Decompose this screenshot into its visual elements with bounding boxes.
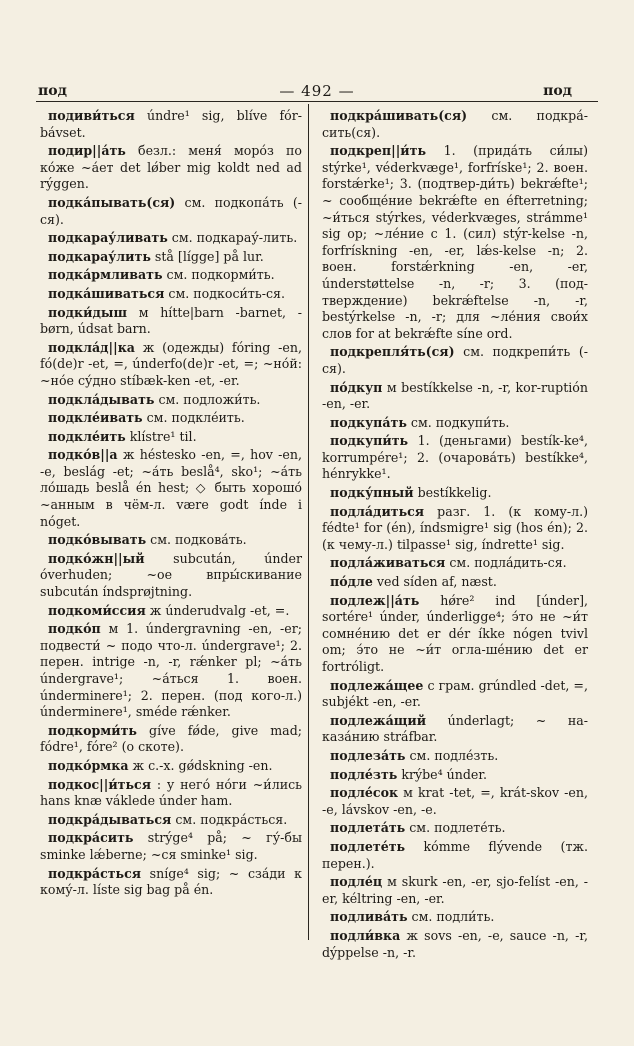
headword: подкра́сться [48,865,142,881]
definition: м bestíkkelse -n, -r, kor-ruptión -en, -er. [322,379,588,412]
definition: м skurk -en, -er, sjo-felíst -en, -er, kéltring -en, -er. [322,874,588,906]
dictionary-entry [322,380,588,413]
left-column [40,108,302,901]
definition: klístre¹ til. [129,428,197,444]
dictionary-entry [40,603,302,620]
definition: см. подкарау́-лить. [171,230,298,246]
headword: подкоми́ссия [48,602,146,618]
headword: подки́дыш [48,304,127,320]
dictionary-entry [40,410,302,427]
headword: подкарау́ливать [48,230,168,246]
dictionary-entry [40,305,302,338]
headword: подкос||и́ться [48,776,152,792]
headword: подкреп||и́ть [330,143,426,159]
definition: см. подкле́ить. [146,410,245,426]
right-column [322,108,588,963]
definition: м krat -tet, =, krát-skov -en, -e, lávskov -en, -e. [322,785,588,817]
definition: sníge⁴ sig; ~ сза́ди к кому́-л. líste sig bag på én. [40,865,302,898]
headword: подле́ц [330,874,383,890]
dictionary-entry [40,108,302,141]
headword: подко́рмка [48,757,129,773]
headword: подкра́дываться [48,811,172,827]
headword: подлеза́ть [330,747,406,763]
definition: krýbe⁴ únder. [401,766,488,782]
definition: subcután, únder óverhuden; ~ое впры́скивание subcután índsprøjtning. [40,550,302,600]
headword: подлежа́щий [330,712,427,728]
headword: подку́пный [330,485,414,501]
definition: м 1. úndergravning -en, -er; подвести́ ~ подо что-л. úndergrave¹; 2. перен. intrige -n, -r, rǽnker pl; ~а́ть úndergrave¹; ~а́ться 1. воен. únderminere¹; 2. перен. (под кого-л.) únderminere¹, sméde rǽnker. [40,621,302,720]
definition: ж sovs -en, -e, sauce -n, -r, dýppelse -n, -r. [322,927,588,960]
headword: подко́в||а [48,447,118,463]
headword: подка́пывать(ся) [48,194,176,210]
dictionary-entry [322,767,588,784]
headword: подкла́дывать [48,391,155,407]
definition: см. подкоси́ть-ся. [168,285,285,301]
headword: подлета́ть [330,820,406,836]
headword: подли́вка [330,927,401,943]
headword: подкрепля́ть(ся) [330,344,455,360]
dictionary-entry [40,340,302,390]
headword: подкорми́ть [48,722,137,738]
definition: gíve fǿde, give mad; fódre¹, fóre² (о скоте). [40,722,302,755]
definition: см. подкорми́ть. [166,267,275,283]
definition: : у него́ но́ги ~и́лись hans knæ váklede únder ham. [40,776,302,809]
dictionary-entry [40,249,302,266]
headword: подлете́ть [330,838,406,854]
dictionary-entry [40,812,302,829]
headword: подиви́ться [48,108,135,123]
headword: подка́шиваться [48,285,165,301]
dictionary-entry [322,344,588,377]
dictionary-entry [40,195,302,228]
dictionary-entry [322,713,588,746]
definition: ved síden af, næst. [376,574,497,590]
headword: подир||а́ть [48,143,126,159]
dictionary-entry [322,909,588,926]
definition: см. подкопа́ть (-ся). [40,194,302,227]
dictionary-entry [322,415,588,432]
definition: см. подкупи́ть. [410,414,510,430]
dictionary-entry [40,230,302,247]
dictionary-entry [322,108,588,141]
dictionary-entry [40,777,302,810]
running-head-right: под [543,83,572,99]
dictionary-entry [40,447,302,530]
dictionary-entry [322,555,588,572]
dictionary-entry [40,830,302,863]
definition: см. подкрепи́ть (-ся). [322,344,588,376]
definition: ж únderudvalg -et, =. [149,602,290,618]
headword: подко́жн||ый [48,550,145,566]
dictionary-entry [322,143,588,342]
column-divider [308,104,309,940]
definition: разг. 1. (к кому-л.) fédte¹ for (én), índsmigre¹ sig (hos én); 2. (к чему-л.) tilpasse¹ sig, índrette¹ sig. [322,503,588,552]
dictionary-entry [322,485,588,502]
headword: подкле́ивать [48,410,143,426]
dictionary-entry [322,678,588,711]
dictionary-entry [40,392,302,409]
dictionary-entry [322,574,588,591]
dictionary-entry [40,532,302,549]
headword: подко́вывать [48,532,147,548]
definition: bestíkkelig. [417,485,492,501]
definition: úndre¹ sig, blíve fór-bávset. [40,108,302,140]
dictionary-entry [40,143,302,193]
definition: см. подложи́ть. [158,391,261,407]
definition: см. подле́зть. [409,747,499,763]
headword: подка́рмливать [48,267,163,283]
dictionary-entry [322,874,588,907]
dictionary-entry [322,504,588,554]
headword: подла́живаться [330,555,446,571]
definition: 1. (деньгами) bestík-ke⁴, korrumpére¹; 2. (очарова́ть) bestíkke⁴, hénrykke¹. [322,433,588,482]
headword: по́дле [330,574,373,590]
dictionary-entry [40,621,302,721]
dictionary-entry [40,758,302,775]
running-head-left: под [38,83,67,99]
definition: м hítte|barn -barnet, -børn, údsat barn. [40,304,302,337]
dictionary-entry [40,723,302,756]
dictionary-entry [40,551,302,601]
definition: ж с.-х. gǿdskning -en. [132,757,273,773]
definition: stå [lígge] på lur. [154,248,264,264]
definition: см. подкра́-сить(ся). [322,108,588,140]
definition: с грам. grúndled -det, =, subjékt -en, -er. [322,677,588,710]
headword: подкле́ить [48,428,126,444]
headword: подкарау́лить [48,248,151,264]
headword: подкра́сить [48,830,134,846]
header-rule [36,101,598,102]
headword: подкупи́ть [330,433,409,449]
dictionary-entry [322,928,588,961]
definition: kómme flývende (тж. перен.). [322,838,588,871]
dictionary-entry [40,267,302,284]
dictionary-entry [40,286,302,303]
dictionary-entry [322,748,588,765]
definition: см. подкова́ть. [150,532,247,548]
headword: подко́п [48,621,101,637]
dictionary-entry [322,820,588,837]
dictionary-entry [322,785,588,818]
definition: см. подла́дить-ся. [449,555,567,571]
definition: безл.: меня́ моро́з по ко́же ~а́ет det lǿber mig koldt ned ad rýggen. [40,143,302,192]
headword: подлежа́щее [330,677,424,693]
headword: подле́зть [330,766,398,782]
dictionary-entry [40,429,302,446]
definition: únderlagt; ~ на-каза́нию stráfbar. [322,712,588,745]
headword: подкра́шивать(ся) [330,108,468,123]
definition: 1. (прида́ть си́лы) stýrke¹, véderkvæge¹, forfríske¹; 2. воен. forstǽrke¹; 3. (подтвер-ди́ть) bekrǽfte¹; ~ сообще́ние bekrǽfte en éfterretning; ~и́ться stýrkes, véderkvæges, strámme¹ sig op; ~ле́ние с 1. (сил) stýr-kelse -n, forfrískning -en, -er, lǽs-kelse -n; 2. воен. forstǽrkning -en, -er, únderstøttelse -n, -r; 3. (под-тверждение) bekrǽftelse -n, -r, bestýrkelse -n, -r; для ~ле́ния свои́х слов for at bekrǽfte síne ord. [322,143,588,341]
definition: hǿre² ind [únder], sortére¹ únder, únderligge⁴; э́то не ~и́т сомне́нию det er dér íkke nógen tvivl om; э́то не ~и́т огла-ше́нию det er fortróligt. [322,592,588,674]
headword: подле́сок [330,785,399,801]
headword: подкла́д||ка [48,339,135,355]
definition: strýge⁴ på; ~ гу́-бы sminke lǽberne; ~ся sminke¹ sig. [40,830,302,862]
dictionary-entry [322,839,588,872]
dictionary-entry [322,593,588,676]
headword: по́дкуп [330,379,383,395]
definition: ж héstesko -en, =, hov -en, -e, beslág -et; ~а́ть beslå⁴, sko¹; ~а́ть ло́шадь beslå én hest; ◇ быть хорошо́ ~анным в чём-л. være godt índe i nóget. [40,447,302,529]
dictionary-entry [40,866,302,899]
dictionary-entry [322,433,588,483]
definition: см. подли́ть. [411,909,495,925]
definition: см. подкра́сться. [175,811,288,827]
page-number: — 492 — [279,82,355,100]
headword: подкупа́ть [330,414,407,430]
headword: подла́диться [330,503,425,519]
definition: см. подлете́ть. [409,820,506,836]
headword: подлива́ть [330,909,408,925]
definition: ж (одежды) fóring -en, fó(de)r -et, =, únderfo(de)r -et, =; ~но́й: ~но́е су́дно stíbæk-ken -et, -er. [40,339,302,388]
headword: подлеж||а́ть [330,592,420,608]
